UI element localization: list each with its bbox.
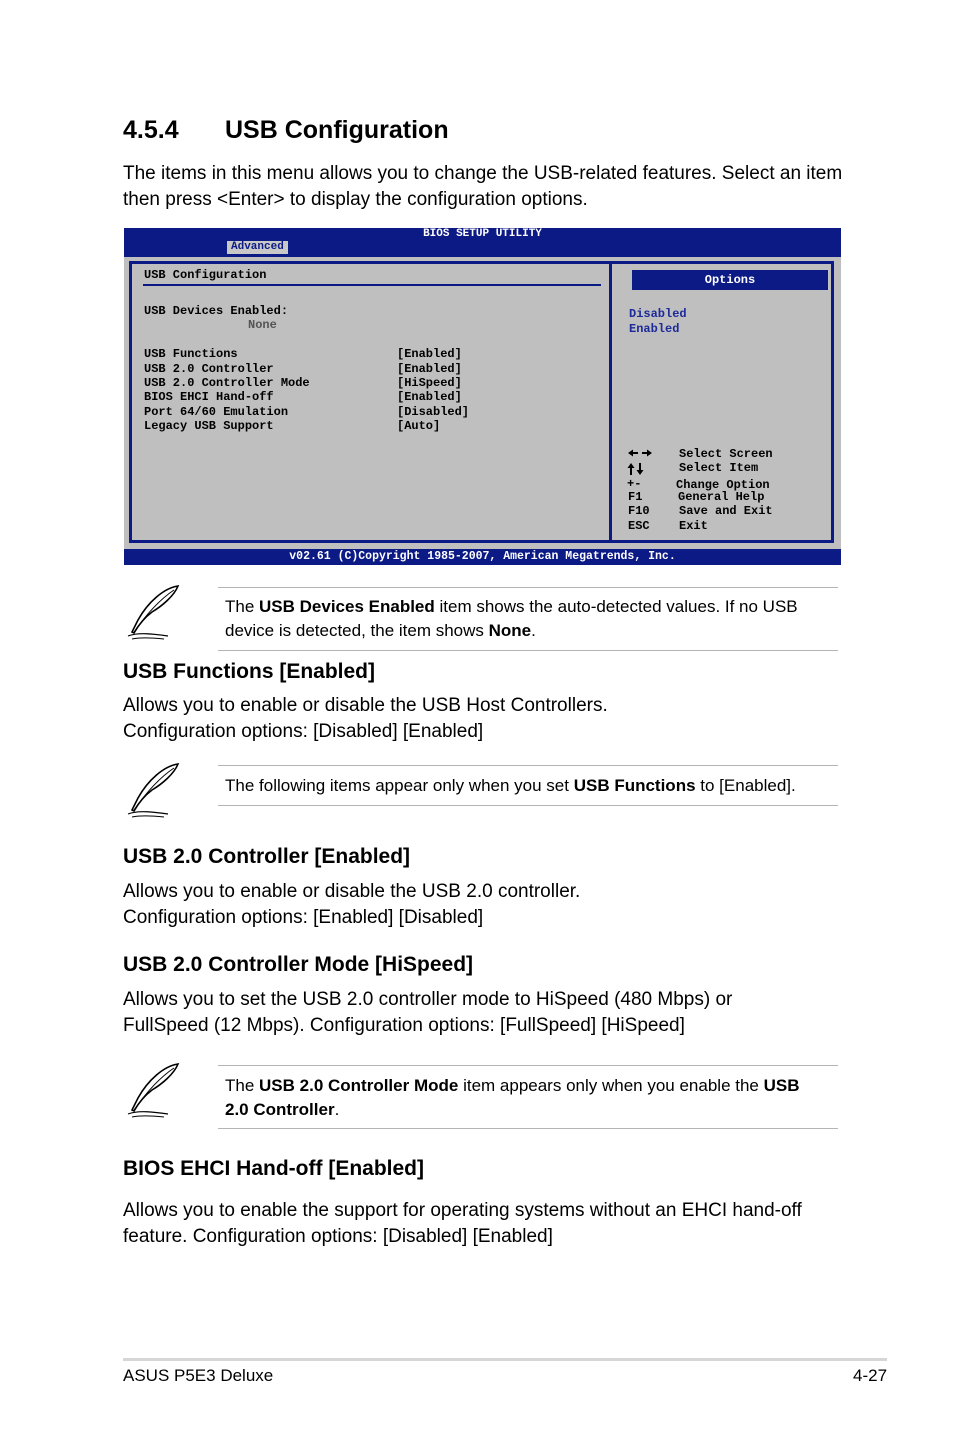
key-esc: ESC	[628, 519, 650, 533]
arrow-keys-icon	[626, 449, 656, 477]
key-desc-change-option: Change Option	[676, 478, 770, 492]
key-f10: F10	[628, 504, 650, 518]
bios-value-usb20-controller[interactable]: [Enabled]	[397, 361, 462, 376]
bios-item-usb-functions[interactable]: USB Functions	[144, 347, 238, 361]
usb20-controller-desc: Allows you to enable or disable the USB 2.0 controller.	[123, 881, 581, 902]
key-desc-save-exit: Save and Exit	[679, 504, 773, 518]
footer-page-number: 4-27	[853, 1366, 888, 1385]
bios-screen	[124, 228, 841, 565]
note-divider	[218, 1065, 838, 1066]
note-usb20-mode: The USB 2.0 Controller Mode item appears only when you enable the USB 2.0 Controller.	[225, 1076, 800, 1119]
bios-copyright: v02.61 (C)Copyright 1985-2007, American Megatrends, Inc.	[124, 549, 841, 565]
usb-functions-desc: Allows you to enable or disable the USB Host Controllers.	[123, 695, 608, 716]
usb-functions-options: Configuration options: [Disabled] [Enabled]	[123, 721, 484, 742]
bios-item-port-emulation[interactable]: Port 64/60 Emulation	[144, 404, 289, 419]
section-number: 4.5.4	[123, 116, 179, 144]
bios-value-port-emulation[interactable]: [Disabled]	[397, 404, 470, 419]
note-usb-functions: The following items appear only when you set USB Functions to [Enabled].	[225, 776, 796, 795]
key-desc-general-help: General Help	[678, 490, 765, 504]
bios-divider	[143, 284, 601, 286]
bios-item-usb20-controller[interactable]: USB 2.0 Controller	[144, 361, 274, 376]
note-divider	[218, 805, 838, 806]
ehci-options: feature. Configuration options: [Disabled] [Enabled]	[123, 1226, 553, 1247]
note-divider	[218, 1128, 838, 1129]
usb20-mode-options: FullSpeed (12 Mbps). Configuration options: [FullSpeed] [HiSpeed]	[123, 1015, 685, 1036]
heading-usb-functions: USB Functions [Enabled]	[123, 660, 375, 683]
bios-panel-title: USB Configuration	[144, 268, 267, 282]
bios-title: BIOS SETUP UTILITY	[423, 228, 542, 240]
bios-value-legacy-usb[interactable]: [Auto]	[397, 419, 441, 433]
note-quill-icon	[124, 584, 182, 640]
key-change-option: +-	[627, 477, 642, 491]
note-quill-icon	[124, 1062, 182, 1118]
ehci-desc: Allows you to enable the support for operating systems without an EHCI hand-off	[123, 1200, 802, 1221]
usb20-controller-options: Configuration options: [Enabled] [Disabled]	[123, 907, 484, 928]
section-title-text: USB Configuration	[225, 116, 449, 144]
key-desc-select-screen: Select Screen	[679, 447, 773, 461]
note-quill-icon	[124, 762, 182, 818]
key-desc-exit: Exit	[679, 519, 708, 533]
key-f1: F1	[628, 490, 643, 504]
bios-item-legacy-usb[interactable]: Legacy USB Support	[144, 419, 274, 433]
option-enabled[interactable]: Enabled	[629, 322, 680, 336]
bios-value-usb20-mode[interactable]: [HiSpeed]	[397, 376, 462, 390]
note-usb-devices: The USB Devices Enabled item shows the auto-detected values. If no USB device is detected, the item shows None.	[225, 597, 798, 640]
key-desc-select-item: Select Item	[679, 461, 759, 475]
heading-ehci: BIOS EHCI Hand-off [Enabled]	[123, 1157, 424, 1180]
bios-tab-advanced[interactable]: Advanced	[227, 241, 288, 254]
note-divider	[218, 650, 838, 651]
intro-paragraph: The items in this menu allows you to change the USB-related features. Select an item then press <Enter> to display the configuration options.	[123, 163, 843, 210]
section-title	[123, 116, 449, 145]
heading-usb20-controller: USB 2.0 Controller [Enabled]	[123, 845, 411, 868]
bios-item-ehci[interactable]: BIOS EHCI Hand-off	[144, 390, 274, 404]
bios-item-usb20-mode[interactable]: USB 2.0 Controller Mode	[144, 376, 310, 390]
note-divider	[218, 587, 838, 588]
note-divider	[218, 765, 838, 766]
devices-label: USB Devices Enabled:	[144, 304, 289, 318]
usb20-mode-desc: Allows you to set the USB 2.0 controller mode to HiSpeed (480 Mbps) or	[123, 989, 733, 1010]
bios-left-panel	[132, 264, 612, 540]
option-disabled[interactable]: Disabled	[629, 307, 687, 321]
heading-usb20-mode: USB 2.0 Controller Mode [HiSpeed]	[123, 953, 474, 976]
options-header: Options	[632, 270, 828, 290]
devices-value: None	[248, 318, 277, 332]
footer-rule	[123, 1358, 887, 1361]
bios-frame	[129, 261, 834, 543]
bios-header	[124, 228, 841, 257]
footer-product: ASUS P5E3 Deluxe	[123, 1366, 274, 1385]
bios-value-ehci[interactable]: [Enabled]	[397, 390, 462, 404]
bios-value-usb-functions[interactable]: [Enabled]	[397, 347, 462, 361]
